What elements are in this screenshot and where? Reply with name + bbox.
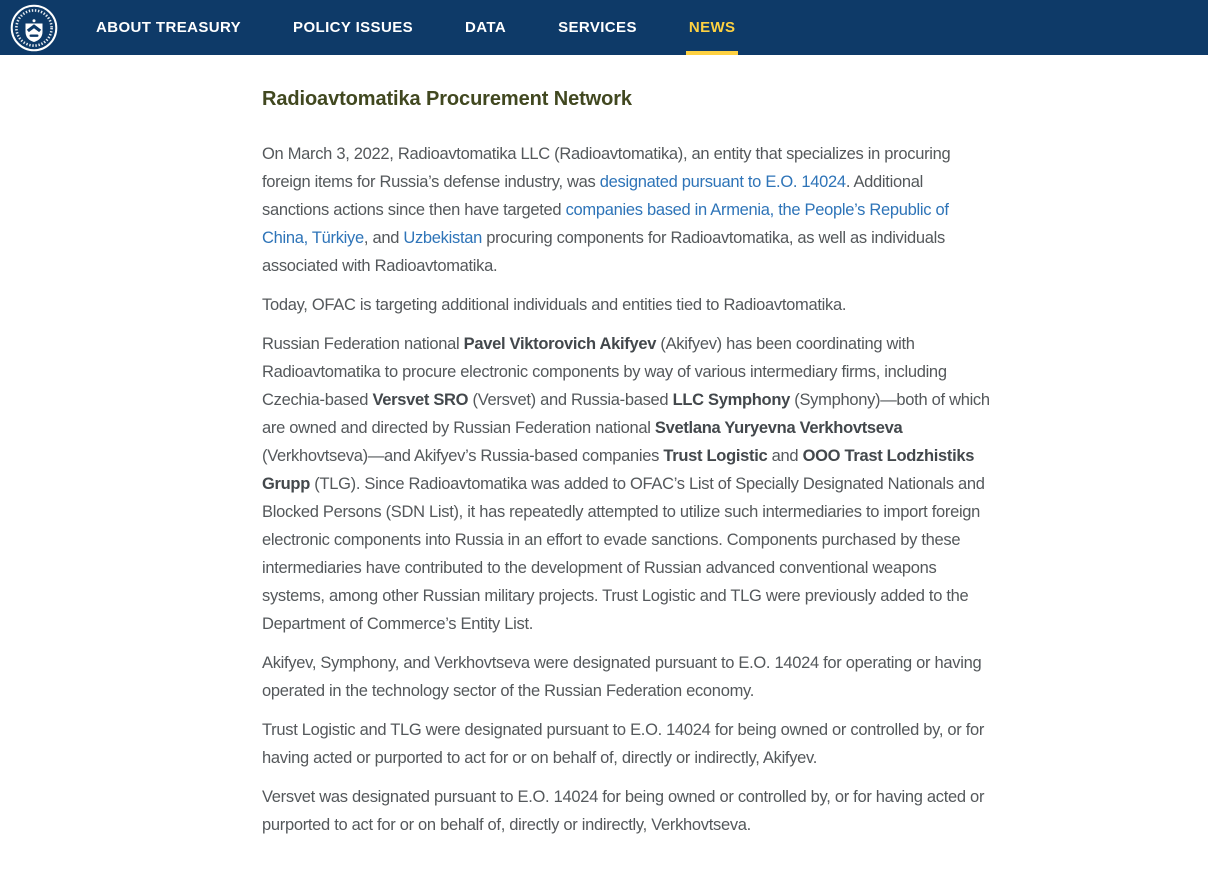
text-run: Today, OFAC is targeting additional individuals and entities tied to Radioavtomatika. bbox=[262, 296, 847, 314]
article-paragraph bbox=[262, 649, 992, 705]
page-title: Radioavtomatika Procurement Network bbox=[262, 88, 632, 110]
article-body bbox=[262, 140, 992, 839]
nav-item-policy-issues[interactable]: POLICY ISSUES bbox=[293, 19, 414, 36]
nav-item-services[interactable]: SERVICES bbox=[558, 19, 637, 36]
text-run: procuring components for Radioavtomatika, as well as individuals associated with Radioavtomatika. bbox=[262, 229, 945, 275]
text-run: (Versvet) and Russia-based bbox=[468, 391, 673, 409]
inline-link[interactable]: companies based in Armenia, the People’s Republic of China, Türkiye bbox=[262, 201, 949, 247]
nav-item-news-label: NEWS bbox=[688, 19, 736, 36]
text-run: On March 3, 2022, Radioavtomatika LLC (Radioavtomatika), an entity that specializes in procuring foreign items for Russia’s defense industry, was bbox=[262, 145, 951, 191]
text-run: Russian Federation national bbox=[262, 335, 464, 353]
text-run: Pavel Viktorovich Akifyev bbox=[463, 335, 657, 353]
text-run: (Verkhovtseva)—and Akifyev’s Russia-based companies bbox=[262, 447, 664, 465]
nav-item-data[interactable]: DATA bbox=[465, 19, 507, 36]
top-nav-bar bbox=[0, 0, 1208, 55]
text-run: Trust Logistic and TLG were designated pursuant to E.O. 14024 for being owned or controlled by, or for having acted or purported to act for or on behalf of, directly or indirectly, Akifyev. bbox=[262, 721, 985, 767]
text-run: . Additional sanctions actions since then have targeted bbox=[262, 173, 923, 219]
article-paragraph bbox=[262, 783, 992, 839]
text-run: (TLG). Since Radioavtomatika was added to OFAC’s List of Specially Designated Nationals and Blocked Persons (SDN List), it has repeatedly attempted to utilize such intermediaries to import foreign electronic components into Russia in an effort to evade sanctions. Components purchased by these intermediaries have contributed to the development of Russian advanced conventional weapons systems, among other Russian military projects. Trust Logistic and TLG were previously added to the Department of Commerce’s Entity List. bbox=[262, 475, 985, 633]
text-run: OOO Trast Lodzhistiks Grupp bbox=[262, 447, 975, 493]
text-run: Akifyev, Symphony, and Verkhovtseva were designated pursuant to E.O. 14024 for operating or having operated in the technology sector of the Russian Federation economy. bbox=[262, 654, 982, 700]
treasury-seal-icon[interactable] bbox=[10, 4, 58, 52]
inline-link[interactable]: Uzbekistan bbox=[403, 229, 482, 247]
text-run: Versvet was designated pursuant to E.O. 14024 for being owned or controlled by, or for having acted or purported to act for or on behalf of, directly or indirectly, Verkhovtseva. bbox=[262, 788, 985, 834]
inline-link[interactable]: designated pursuant to E.O. 14024 bbox=[599, 173, 846, 191]
nav-item-news[interactable] bbox=[689, 0, 736, 55]
text-run: (Symphony)—both of which are owned and directed by Russian Federation national bbox=[262, 391, 990, 437]
text-run: Trust Logistic bbox=[663, 447, 768, 465]
article-paragraph bbox=[262, 716, 992, 772]
text-run: Versvet SRO bbox=[372, 391, 469, 409]
text-run: Svetlana Yuryevna Verkhovtseva bbox=[654, 419, 903, 437]
article-paragraph bbox=[262, 330, 992, 638]
nav-item-about-treasury[interactable]: ABOUT TREASURY bbox=[96, 19, 242, 36]
text-run: (Akifyev) has been coordinating with Radioavtomatika to procure electronic components by way of various intermediary firms, including Czechia-based bbox=[262, 335, 947, 409]
article-paragraph bbox=[262, 140, 992, 280]
primary-nav bbox=[96, 0, 735, 55]
text-run: , and bbox=[363, 229, 404, 247]
text-run: and bbox=[767, 447, 803, 465]
article-paragraph bbox=[262, 291, 992, 319]
text-run: LLC Symphony bbox=[672, 391, 790, 409]
article bbox=[262, 55, 992, 850]
